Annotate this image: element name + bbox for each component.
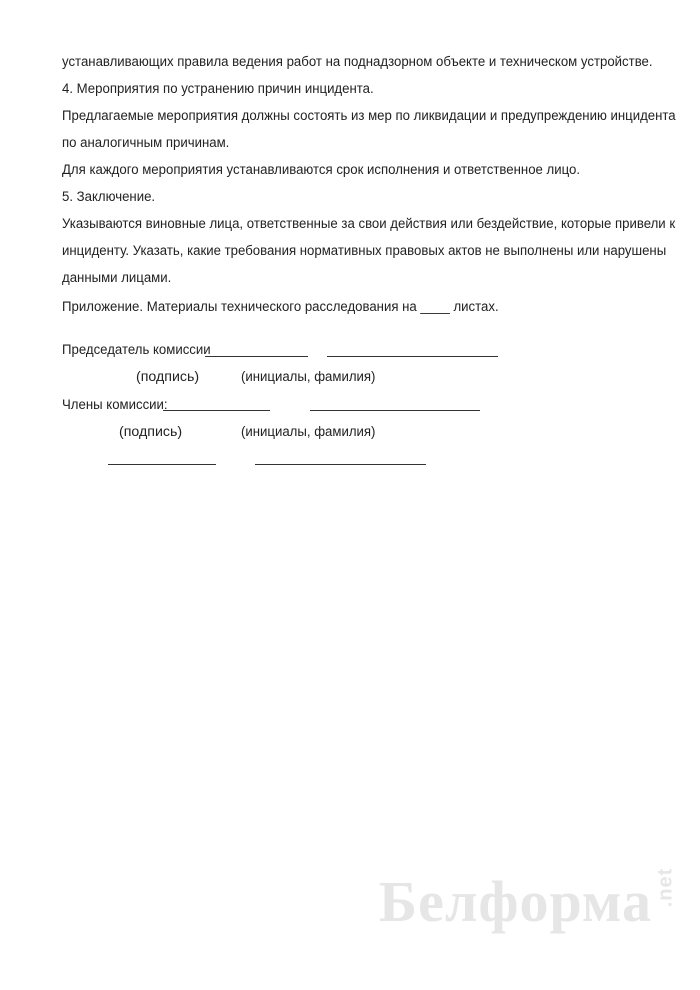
paragraph-line: Указываются виновные лица, ответственные за свои действия или бездействие, которые привели к: [62, 216, 676, 232]
belforma-watermark-logo: Белформа .net: [378, 867, 677, 934]
appendix-line: Приложение. Материалы технического расследования на ____ листах.: [62, 299, 499, 315]
section-heading: 4. Мероприятия по устранению причин инцидента.: [62, 81, 374, 97]
paragraph-line: инциденту. Указать, какие требования нормативных правовых актов не выполнены или нарушены: [62, 243, 667, 259]
section-heading: 5. Заключение.: [62, 189, 156, 205]
signature-caption: (подпись): [119, 424, 183, 440]
members-label: Члены комиссии:: [62, 397, 168, 413]
chairman-label: Председатель комиссии: [62, 342, 211, 358]
signature-caption: (подпись): [136, 369, 200, 385]
chairman-signature-line: [205, 356, 308, 357]
paragraph-line: по аналогичным причинам.: [62, 135, 230, 151]
paragraph-line: устанавливающих правила ведения работ на поднадзорном объекте и техническом устройстве.: [62, 54, 653, 70]
name-caption: (инициалы, фамилия): [241, 369, 376, 385]
paragraph-line: Предлагаемые мероприятия должны состоять из мер по ликвидации и предупреждению инцидента: [62, 108, 676, 124]
name-caption: (инициалы, фамилия): [241, 424, 376, 440]
member-name-line: [255, 464, 426, 465]
member-signature-line: [108, 464, 216, 465]
paragraph-line: Для каждого мероприятия устанавливаются срок исполнения и ответственное лицо.: [62, 162, 581, 178]
member-signature-line: [163, 410, 270, 411]
chairman-name-line: [327, 356, 498, 357]
member-name-line: [310, 410, 480, 411]
paragraph-line: данными лицами.: [62, 270, 172, 286]
